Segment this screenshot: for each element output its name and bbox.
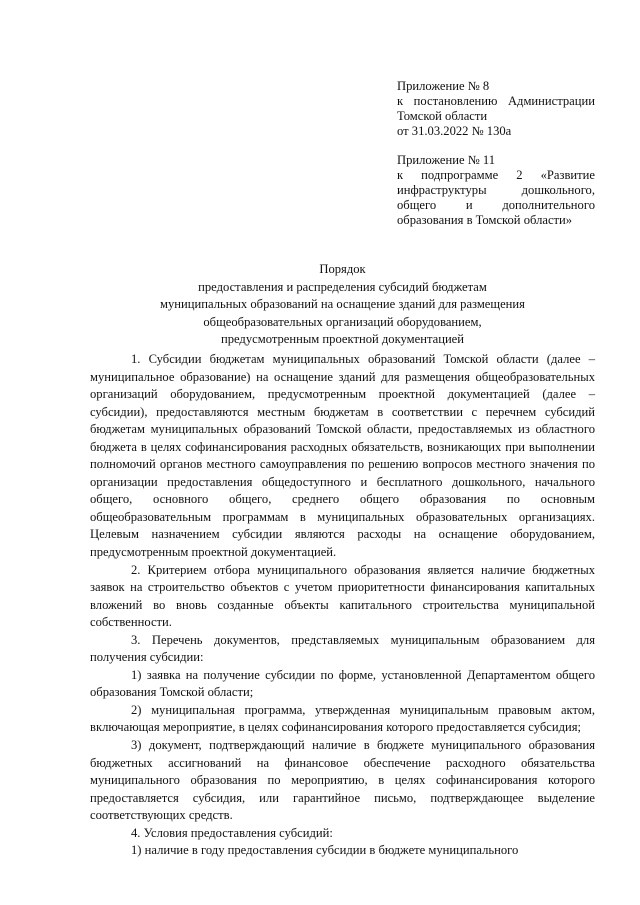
appendix-sub-ref-line-1: к подпрограмме 2 «Развитие (397, 168, 595, 182)
paragraph-3-item-2: 2) муниципальная программа, утвержденная муниципальным правовым актом, включающая мероприятие, в целях софинансирования которого предоставляется субсидия; (90, 702, 595, 735)
title-line-5: предусмотренным проектной документацией (220, 332, 465, 347)
appendix-sub-ref-line-3: общего и дополнительного (397, 198, 595, 212)
appendix-sub-ref-line-4: образования в Томской области» (397, 213, 573, 227)
paragraph-3-item-3: 3) документ, подтверждающий наличие в бюджете муниципального образования бюджетных ассигнований на финансовое обеспечение расходного обязательства муниципального образования по мероприятию, в целях софинансирования которого предоставляется субсидия, или гарантийное письмо, подтверждающее выделение соответствующих средств. (90, 738, 595, 823)
document-title (90, 261, 595, 349)
paragraph-1: 1. Субсидии бюджетам муниципальных образований Томской области (далее – муниципальное образование) на оснащение зданий для размещения общеобразовательных организаций оборудованием, предусмотренным проектной документацией (далее – субсидии), предоставляются местным бюджетам в соответствии с перечнем субсидий бюджетам муниципальных образований Томской области, предоставляемых из областного бюджета в целях софинансирования расходных обязательств, возникающих при выполнении полномочий органов местного самоуправления по решению вопросов местного значения по организации предоставления общедоступного и бесплатного дошкольного, начального общего, основного общего, среднего общего образования по основным общеобразовательным программам в муниципальных образовательных организациях. Целевым назначением субсидии являются расходы на оснащение оборудованием, предусмотренным проектной документацией. (90, 352, 595, 560)
paragraph-2: 2. Критерием отбора муниципального образования является наличие бюджетных заявок на строительство объектов с учетом приоритетности финансирования капитальных вложений во вновь созданные объекты капитального строительства муниципальной собственности. (90, 562, 595, 630)
appendix-sub-number: Приложение № 11 (397, 153, 496, 167)
appendix-main-date: от 31.03.2022 № 130а (397, 124, 512, 138)
title-line-2: предоставления и распределения субсидий бюджетам (198, 279, 487, 294)
appendix-main-ref: к постановлению Администрации (397, 94, 595, 108)
paragraph-4-item-1: 1) наличие в году предоставления субсидии в бюджете муниципального (131, 843, 519, 858)
paragraph-3-item-1: 1) заявка на получение субсидии по форме, установленной Департаментом общего образования Томской области; (90, 667, 595, 700)
title-line-3: муниципальных образований на оснащение зданий для размещения (160, 297, 525, 312)
title-line-1: Порядок (319, 262, 366, 276)
document-body (90, 351, 595, 860)
appendix-main-region: Томской области (397, 109, 488, 123)
appendix-sub-ref-line-2: инфраструктуры дошкольного, (397, 183, 595, 197)
appendix-sub-block (397, 153, 595, 228)
paragraph-4: 4. Условия предоставления субсидий: (131, 825, 333, 840)
paragraph-3: 3. Перечень документов, представляемых муниципальным образованием для получения субсидии: (90, 632, 595, 665)
appendix-main-block (397, 79, 595, 139)
title-line-4: общеобразовательных организаций оборудованием, (203, 314, 482, 329)
appendix-main-number: Приложение № 8 (397, 79, 490, 93)
